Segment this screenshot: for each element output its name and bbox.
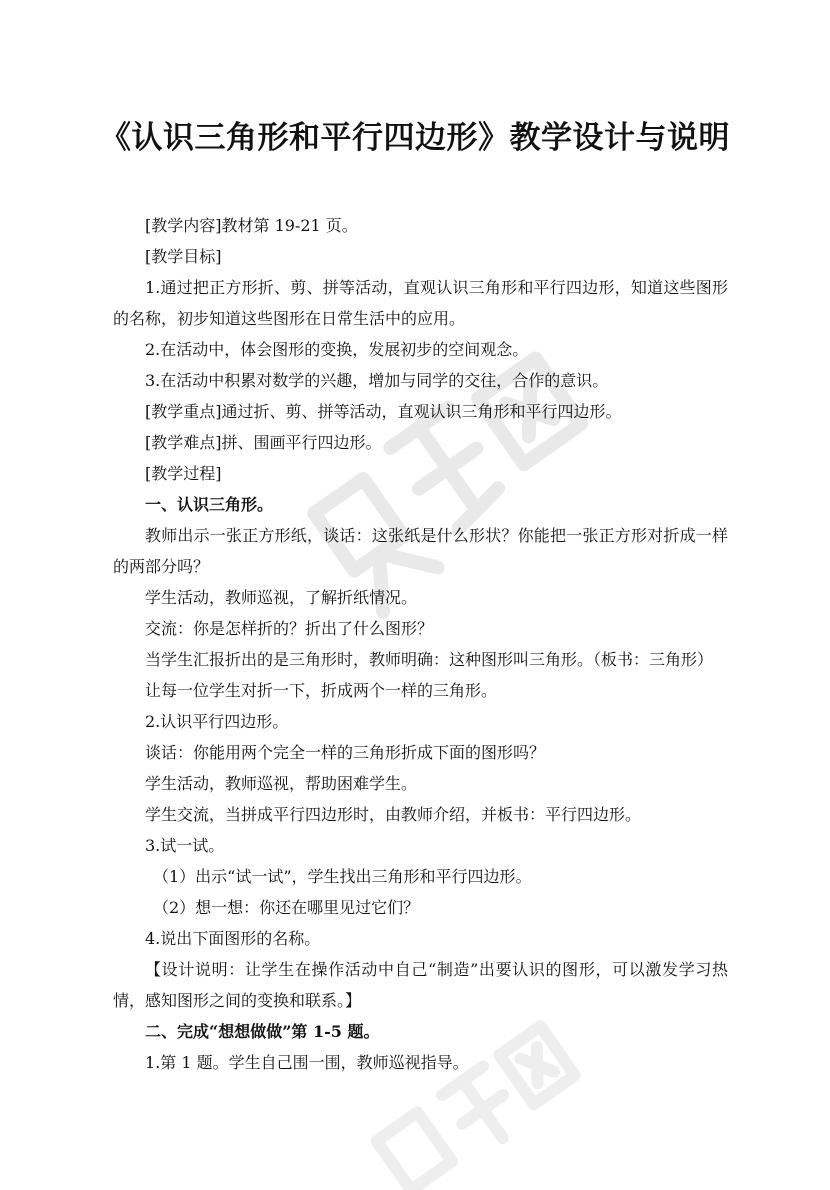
section-heading-1: 一、认识三角形。 (145, 495, 274, 514)
paragraph-exercise-1: 1.第 1 题。学生自己围一围，教师巡视指导。 (145, 1053, 469, 1072)
paragraph-try-heading: 3.试一试。 (145, 836, 225, 855)
paragraph-try-1: （1）出示“试一试”，学生找出三角形和平行四边形。 (153, 867, 532, 886)
paragraph-try-2: （2）想一想：你还在哪里见过它们？ (153, 898, 420, 917)
paragraph-key-point: [教学重点]通过折、剪、拼等活动，直观认识三角形和平行四边形。 (145, 402, 622, 421)
paragraph-goal-1: 1.通过把正方形折、剪、拼等活动，直观认识三角形和平行四边形，知道这些图形的名称，初步知道这些图形在日常生活中的应用。 (113, 278, 728, 328)
paragraph-teaching-goals-heading: [教学目标] (145, 247, 222, 266)
section-heading-2: 二、完成“想想做做”第 1-5 题。 (145, 1022, 380, 1041)
paragraph-student-activity-2: 学生活动，教师巡视，帮助困难学生。 (145, 774, 418, 793)
paragraph-teacher-shows-paper: 教师出示一张正方形纸，谈话：这张纸是什么形状？你能把一张正方形对折成一样的两部分吗？ (113, 526, 728, 576)
paragraph-goal-3: 3.在活动中积累对数学的兴趣，增加与同学的交往，合作的意识。 (145, 371, 609, 390)
paragraph-difficult-point: [教学难点]拼、围画平行四边形。 (145, 433, 382, 452)
paragraph-fold-triangles: 让每一位学生对折一下，折成两个一样的三角形。 (145, 681, 498, 700)
paragraph-teaching-content: [教学内容]教材第 19-21 页。 (145, 216, 358, 235)
paragraph-talk-parallelogram: 谈话：你能用两个完全一样的三角形折成下面的图形吗？ (145, 743, 546, 762)
document-title: 《认识三角形和平行四边形》教学设计与说明 (100, 120, 730, 156)
paragraph-student-exchange: 学生交流，当拼成平行四边形时，由教师介绍，并板书：平行四边形。 (145, 805, 642, 824)
paragraph-design-note: 【设计说明：让学生在操作活动中自己“制造”出要认识的图形，可以激发学习热情，感知图形之间的变换和联系。】 (113, 960, 728, 1010)
paragraph-goal-2: 2.在活动中，体会图形的变换，发展初步的空间观念。 (145, 340, 529, 359)
document-body (113, 210, 728, 1078)
paragraph-process-heading: [教学过程] (145, 464, 222, 483)
paragraph-parallelogram-heading: 2.认识平行四边形。 (145, 712, 289, 731)
paragraph-exchange: 交流：你是怎样折的？折出了什么图形？ (145, 619, 434, 638)
paragraph-triangle-definition: 当学生汇报折出的是三角形时，教师明确：这种图形叫三角形。（板书：三角形） (145, 650, 714, 669)
paragraph-shape-names: 4.说出下面图形的名称。 (145, 929, 321, 948)
paragraph-student-activity-1: 学生活动，教师巡视，了解折纸情况。 (145, 588, 418, 607)
